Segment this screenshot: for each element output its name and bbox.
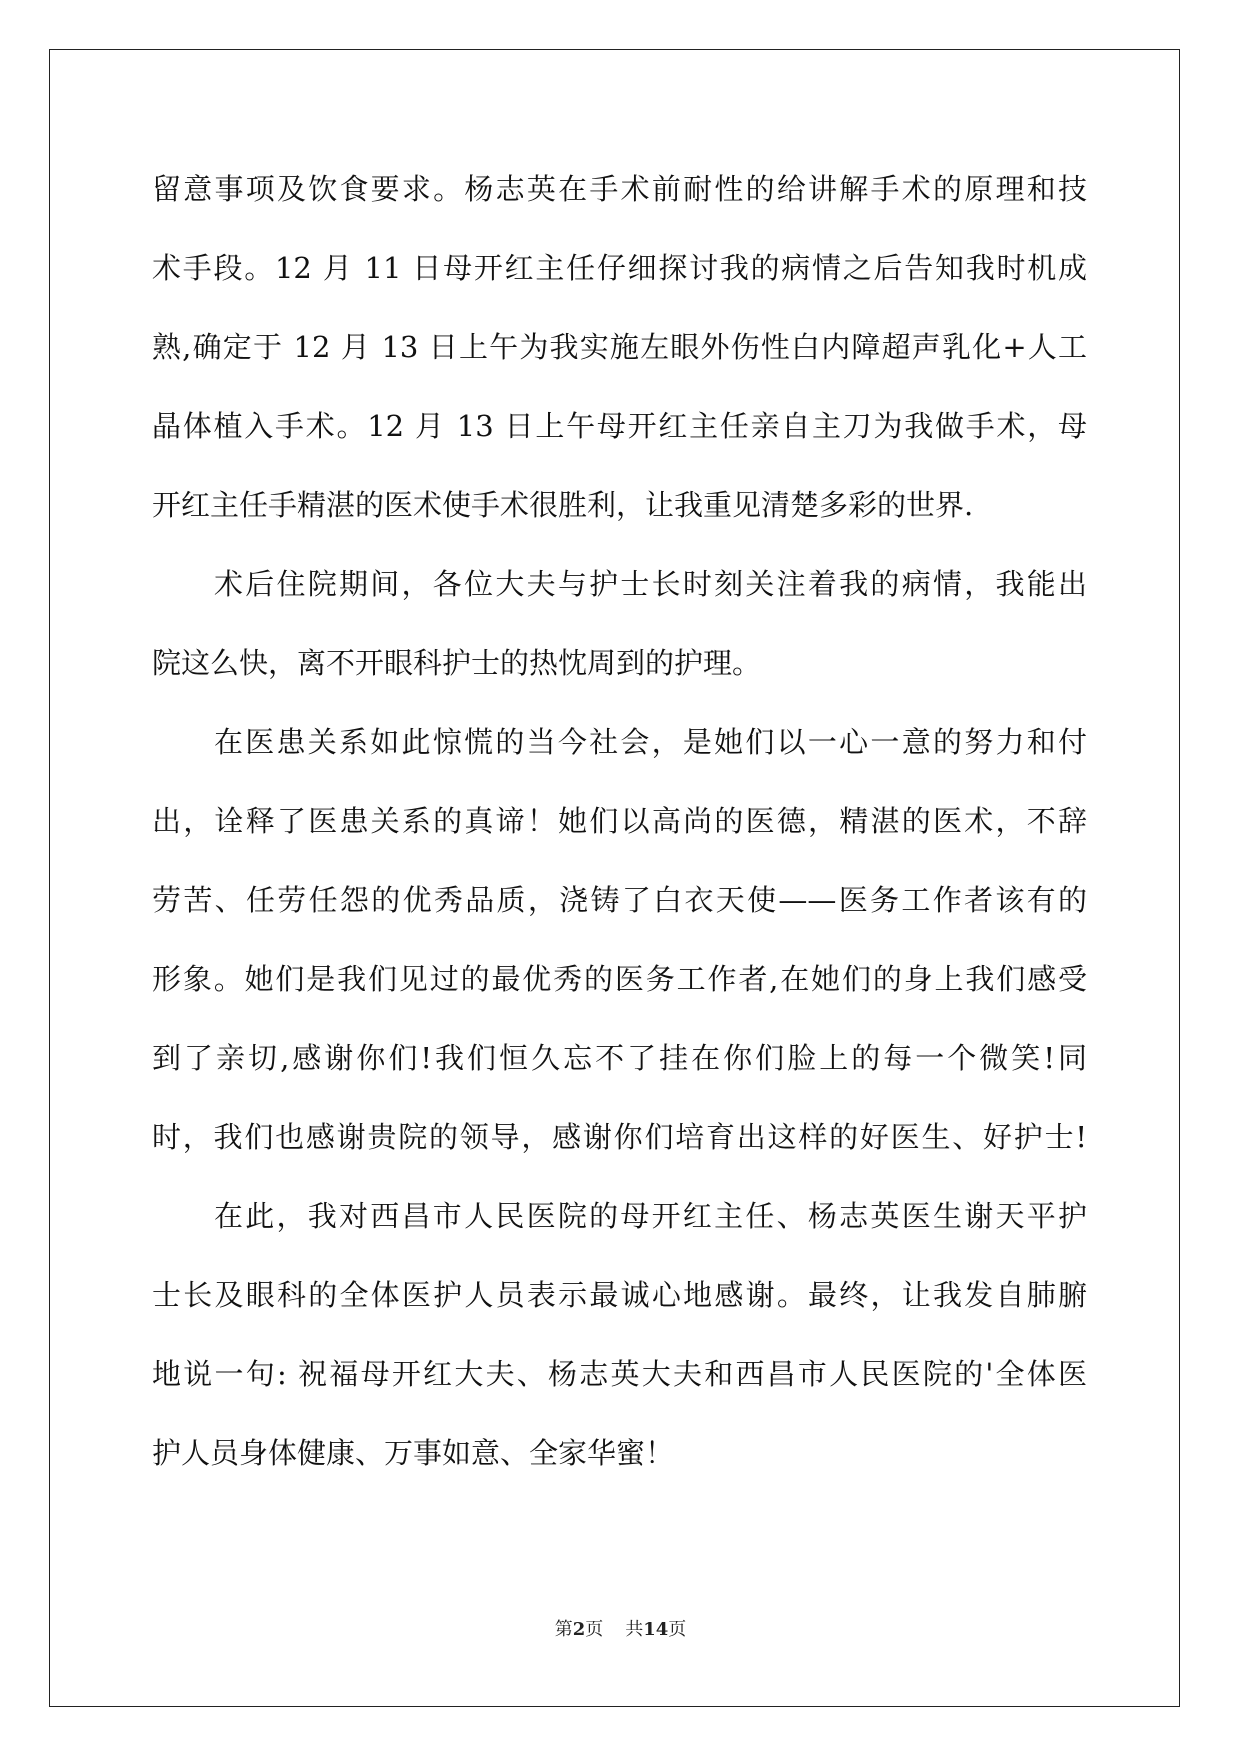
text-line: 形象。她们是我们见过的最优秀的医务工作者,在她们的身上我们感受 xyxy=(152,962,1087,996)
text-line: 护人员身体健康、万事如意、全家华蜜！ xyxy=(152,1436,675,1470)
page-footer xyxy=(0,1618,1241,1642)
text-line: 士长及眼科的全体医护人员表示最诚心地感谢。最终，让我发自肺腑 xyxy=(152,1278,1087,1312)
text-line: 劳苦、任劳任怨的优秀品质，浇铸了白衣天使——医务工作者该有的 xyxy=(152,883,1087,917)
page-prefix: 第 xyxy=(554,1619,573,1640)
text-line: 晶体植入手术。12 月 13 日上午母开红主任亲自主刀为我做手术，母 xyxy=(152,409,1087,443)
text-line: 出，诠释了医患关系的真谛！她们以高尚的医德，精湛的医术，不辞 xyxy=(152,804,1087,838)
text-line: 院这么快，离不开眼科护士的热忱周到的护理。 xyxy=(152,646,762,680)
paragraph-first-line: 术后住院期间，各位大夫与护士长时刻关注着我的病情，我能出 xyxy=(214,567,1087,601)
page-suffix: 页 xyxy=(585,1619,604,1640)
total-suffix: 页 xyxy=(668,1619,687,1640)
total-prefix: 共 xyxy=(625,1619,644,1640)
text-line: 术手段。12 月 11 日母开红主任仔细探讨我的病情之后告知我时机成 xyxy=(152,251,1087,285)
page-number: 2 xyxy=(572,1619,586,1640)
text-line: 留意事项及饮食要求。杨志英在手术前耐性的给讲解手术的原理和技 xyxy=(152,172,1087,206)
text-line: 到了亲切,感谢你们!我们恒久忘不了挂在你们脸上的每一个微笑!同 xyxy=(152,1041,1087,1075)
total-pages: 14 xyxy=(643,1619,669,1640)
paragraph-first-line: 在此，我对西昌市人民医院的母开红主任、杨志英医生谢天平护 xyxy=(214,1199,1087,1233)
text-line: 开红主任手精湛的医术使手术很胜利，让我重见清楚多彩的世界. xyxy=(152,488,974,522)
text-line: 熟,确定于 12 月 13 日上午为我实施左眼外伤性白内障超声乳化+人工 xyxy=(152,330,1087,364)
paragraph-first-line: 在医患关系如此惊慌的当今社会，是她们以一心一意的努力和付 xyxy=(214,725,1087,759)
text-line: 时，我们也感谢贵院的领导，感谢你们培育出这样的好医生、好护士! xyxy=(152,1120,1087,1154)
text-line: 地说一句: 祝福母开红大夫、杨志英大夫和西昌市人民医院的'全体医 xyxy=(152,1357,1087,1391)
